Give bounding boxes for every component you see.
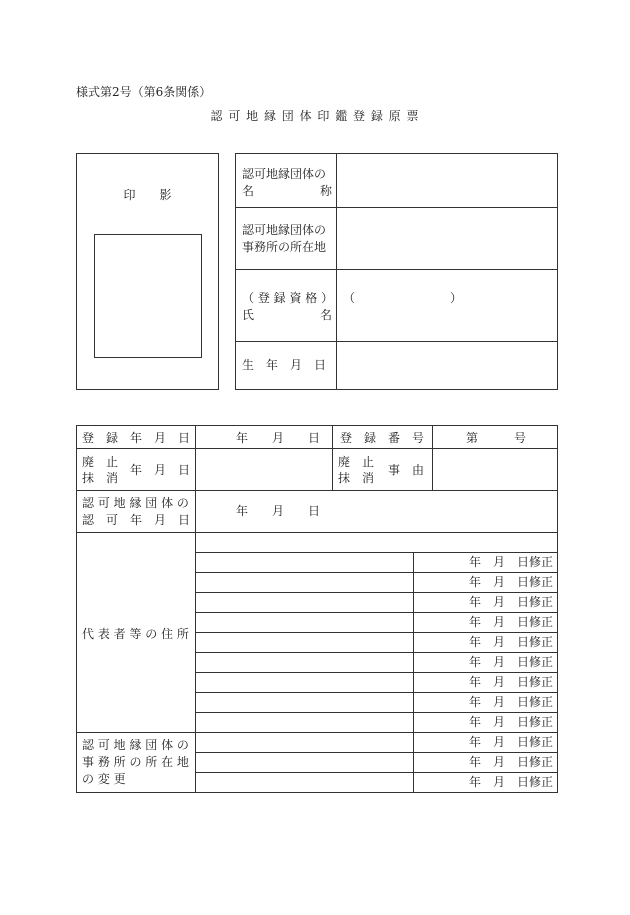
correction-date[interactable]: 年 月 日修正: [469, 735, 554, 749]
registrant-name-field[interactable]: [337, 270, 557, 341]
correction-date[interactable]: 年 月 日修正: [469, 595, 554, 609]
seal-stamp-area[interactable]: [94, 234, 202, 358]
qualification-paren-open: （: [343, 291, 356, 305]
form-title: 認 可 地 縁 団 体 印 鑑 登 録 原 票: [210, 109, 420, 123]
name-label-line1: 認可地縁団体の: [242, 167, 327, 181]
registration-number-label: 登 録 番 号: [340, 431, 425, 445]
abolish-reason-label-a: 廃 止: [338, 455, 375, 469]
correction-date[interactable]: 年 月 日修正: [469, 715, 554, 729]
abolish-reason-label-c: 事 由: [388, 463, 425, 477]
birth-date-field[interactable]: [337, 342, 557, 389]
approval-date-value[interactable]: 年 月 日: [236, 504, 321, 518]
approval-label-line1: 認 可 地 縁 団 体 の: [82, 496, 189, 510]
registration-number-value[interactable]: 第 号: [466, 431, 527, 445]
group-name-field[interactable]: [337, 154, 557, 207]
office-change-label-line3: の 変 更: [82, 772, 126, 786]
representative-address-label: 代 表 者 等 の 住 所: [82, 627, 189, 641]
form-number-label: 様式第2号（第6条関係）: [76, 85, 212, 99]
abolish-label-b: 抹 消: [82, 471, 119, 485]
correction-date[interactable]: 年 月 日修正: [469, 615, 554, 629]
registration-date-value[interactable]: 年 月 日: [236, 431, 321, 445]
name-label-line2: 名 称: [242, 184, 332, 198]
correction-date[interactable]: 年 月 日修正: [469, 755, 554, 769]
abolish-date-field[interactable]: [196, 449, 332, 490]
abolish-reason-label-b: 抹 消: [338, 471, 375, 485]
approval-label-line2: 認 可 年 月 日: [82, 513, 191, 527]
office-change-label-line1: 認 可 地 縁 団 体 の: [82, 738, 189, 752]
correction-date[interactable]: 年 月 日修正: [469, 575, 554, 589]
abolish-label-a: 廃 止: [82, 455, 119, 469]
correction-date[interactable]: 年 月 日修正: [469, 675, 554, 689]
qualification-paren-close: ）: [450, 291, 463, 305]
correction-date[interactable]: 年 月 日修正: [469, 775, 554, 789]
qualification-label: （ 登 録 資 格 ）: [242, 291, 334, 305]
office-change-label-line2: 事 務 所 の 所 在 地: [82, 755, 189, 769]
abolish-date-label: 年 月 日: [130, 463, 191, 477]
birth-date-label: 生 年 月 日: [242, 358, 327, 372]
abolish-reason-field[interactable]: [433, 449, 557, 490]
office-address-field[interactable]: [337, 208, 557, 269]
office-label-line1: 認可地縁団体の: [242, 223, 327, 237]
correction-date[interactable]: 年 月 日修正: [469, 655, 554, 669]
correction-date[interactable]: 年 月 日修正: [469, 555, 554, 569]
registrant-name-label: 氏 名: [242, 308, 332, 322]
seal-impression-label: 印 影: [123, 188, 172, 202]
correction-date[interactable]: 年 月 日修正: [469, 695, 554, 709]
office-label-line2: 事務所の所在地: [242, 240, 327, 254]
registration-date-label: 登 録 年 月 日: [82, 431, 191, 445]
correction-date[interactable]: 年 月 日修正: [469, 635, 554, 649]
